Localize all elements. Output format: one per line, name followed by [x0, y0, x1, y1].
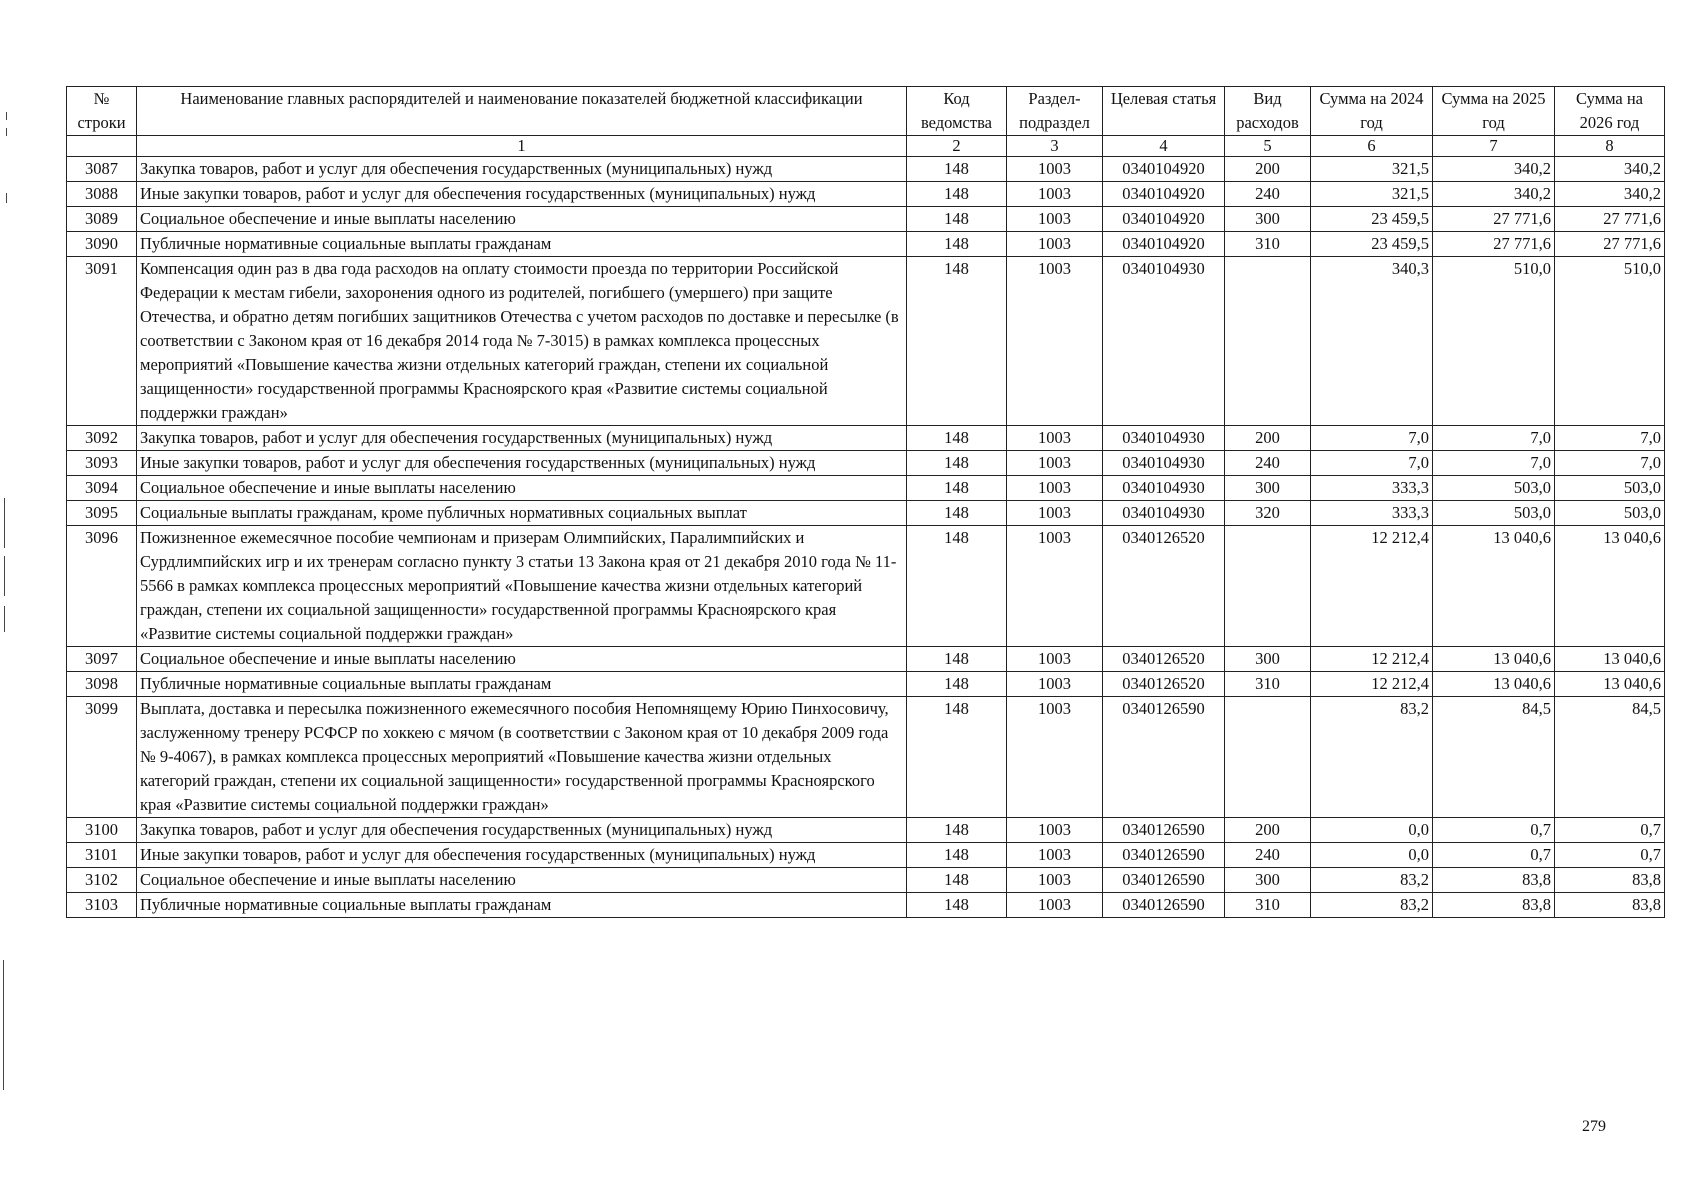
- table-row: [67, 697, 1665, 818]
- sum-2024: 333,3: [1311, 476, 1433, 501]
- table-row: [67, 426, 1665, 451]
- sum-2024: 0,0: [1311, 818, 1433, 843]
- sum-2024: 321,5: [1311, 157, 1433, 182]
- sum-2024: 12 212,4: [1311, 526, 1433, 647]
- sum-2024: 12 212,4: [1311, 647, 1433, 672]
- dept-code: 148: [907, 893, 1007, 918]
- table-row: [67, 207, 1665, 232]
- target-article: 0340104920: [1103, 207, 1225, 232]
- sum-2025: 83,8: [1433, 868, 1555, 893]
- scan-mark: [3, 960, 4, 1090]
- sum-2026: 503,0: [1555, 476, 1665, 501]
- target-article: 0340104920: [1103, 157, 1225, 182]
- sum-2025: 0,7: [1433, 818, 1555, 843]
- sum-2025: 13 040,6: [1433, 672, 1555, 697]
- scan-mark: [4, 498, 5, 548]
- table-row: [67, 672, 1665, 697]
- target-article: 0340126590: [1103, 893, 1225, 918]
- scan-mark: [6, 128, 7, 136]
- sum-2024: 321,5: [1311, 182, 1433, 207]
- column-number: 3: [1007, 136, 1103, 157]
- header-target: Целевая статья: [1103, 87, 1225, 136]
- dept-code: 148: [907, 257, 1007, 426]
- row-number: 3095: [67, 501, 137, 526]
- sum-2025: 27 771,6: [1433, 232, 1555, 257]
- column-number: 5: [1225, 136, 1311, 157]
- row-number: 3090: [67, 232, 137, 257]
- budget-table: [66, 86, 1665, 918]
- expense-type: 240: [1225, 451, 1311, 476]
- sum-2025: 7,0: [1433, 451, 1555, 476]
- row-number: 3087: [67, 157, 137, 182]
- sum-2025: 13 040,6: [1433, 526, 1555, 647]
- scan-mark: [4, 556, 5, 596]
- expense-type: [1225, 697, 1311, 818]
- sum-2024: 83,2: [1311, 697, 1433, 818]
- dept-code: 148: [907, 182, 1007, 207]
- dept-code: 148: [907, 647, 1007, 672]
- row-number: 3092: [67, 426, 137, 451]
- target-article: 0340104930: [1103, 476, 1225, 501]
- dept-code: 148: [907, 526, 1007, 647]
- section-code: 1003: [1007, 526, 1103, 647]
- row-name: Закупка товаров, работ и услуг для обеспечения государственных (муниципальных) нужд: [137, 157, 907, 182]
- expense-type: 310: [1225, 232, 1311, 257]
- target-article: 0340104920: [1103, 232, 1225, 257]
- section-code: 1003: [1007, 207, 1103, 232]
- column-number: 4: [1103, 136, 1225, 157]
- dept-code: 148: [907, 818, 1007, 843]
- row-number: 3088: [67, 182, 137, 207]
- dept-code: 148: [907, 232, 1007, 257]
- dept-code: 148: [907, 476, 1007, 501]
- column-numbers-row: [67, 136, 1665, 157]
- sum-2026: 0,7: [1555, 818, 1665, 843]
- header-name: Наименование главных распорядителей и наименование показателей бюджетной классификации: [137, 87, 907, 136]
- sum-2026: 7,0: [1555, 426, 1665, 451]
- scan-mark: [6, 112, 7, 120]
- sum-2026: 13 040,6: [1555, 526, 1665, 647]
- table-row: [67, 893, 1665, 918]
- row-name: Выплата, доставка и пересылка пожизненного ежемесячного пособия Непомнящему Юрию Пинхосовичу, заслуженному тренеру РСФСР по хоккею с мячом (в соответствии с Законом края от 10 декабря 2009 года № 9-4067), в рамках комплекса процессных мероприятий «Повышение качества жизни отдельных категорий граждан, степени их социальной защищенности» государственной программы Красноярского края «Развитие системы социальной поддержки граждан»: [137, 697, 907, 818]
- row-number: 3099: [67, 697, 137, 818]
- table-row: [67, 647, 1665, 672]
- target-article: 0340126590: [1103, 818, 1225, 843]
- expense-type: 200: [1225, 426, 1311, 451]
- header-sum-2025: Сумма на 2025 год: [1433, 87, 1555, 136]
- column-number: [67, 136, 137, 157]
- sum-2026: 13 040,6: [1555, 672, 1665, 697]
- section-code: 1003: [1007, 697, 1103, 818]
- row-number: 3103: [67, 893, 137, 918]
- sum-2024: 83,2: [1311, 893, 1433, 918]
- row-number: 3097: [67, 647, 137, 672]
- column-number: 7: [1433, 136, 1555, 157]
- row-number: 3101: [67, 843, 137, 868]
- sum-2024: 7,0: [1311, 426, 1433, 451]
- row-number: 3100: [67, 818, 137, 843]
- row-name: Публичные нормативные социальные выплаты гражданам: [137, 672, 907, 697]
- dept-code: 148: [907, 207, 1007, 232]
- section-code: 1003: [1007, 818, 1103, 843]
- table-row: [67, 451, 1665, 476]
- target-article: 0340126590: [1103, 843, 1225, 868]
- row-number: 3102: [67, 868, 137, 893]
- column-number: 1: [137, 136, 907, 157]
- table-row: [67, 182, 1665, 207]
- sum-2024: 23 459,5: [1311, 207, 1433, 232]
- sum-2026: 27 771,6: [1555, 232, 1665, 257]
- row-name: Публичные нормативные социальные выплаты гражданам: [137, 232, 907, 257]
- section-code: 1003: [1007, 157, 1103, 182]
- dept-code: 148: [907, 672, 1007, 697]
- row-name: Социальное обеспечение и иные выплаты населению: [137, 647, 907, 672]
- expense-type: [1225, 526, 1311, 647]
- section-code: 1003: [1007, 182, 1103, 207]
- expense-type: 310: [1225, 893, 1311, 918]
- table-row: [67, 257, 1665, 426]
- sum-2026: 340,2: [1555, 157, 1665, 182]
- target-article: 0340104930: [1103, 451, 1225, 476]
- dept-code: 148: [907, 501, 1007, 526]
- sum-2026: 7,0: [1555, 451, 1665, 476]
- section-code: 1003: [1007, 232, 1103, 257]
- table-row: [67, 868, 1665, 893]
- row-number: 3089: [67, 207, 137, 232]
- sum-2024: 7,0: [1311, 451, 1433, 476]
- table-body: [67, 157, 1665, 918]
- row-name: Иные закупки товаров, работ и услуг для обеспечения государственных (муниципальных) нужд: [137, 451, 907, 476]
- sum-2025: 84,5: [1433, 697, 1555, 818]
- sum-2025: 503,0: [1433, 476, 1555, 501]
- scan-mark: [6, 193, 7, 203]
- expense-type: 240: [1225, 843, 1311, 868]
- table-row: [67, 818, 1665, 843]
- table-row: [67, 501, 1665, 526]
- row-number: 3091: [67, 257, 137, 426]
- table-row: [67, 232, 1665, 257]
- sum-2024: 0,0: [1311, 843, 1433, 868]
- row-number: 3096: [67, 526, 137, 647]
- header-row: [67, 87, 1665, 136]
- page-number: 279: [1582, 1118, 1606, 1135]
- expense-type: 200: [1225, 157, 1311, 182]
- section-code: 1003: [1007, 672, 1103, 697]
- header-sum-2026: Сумма на 2026 год: [1555, 87, 1665, 136]
- header-section: Раздел-подраздел: [1007, 87, 1103, 136]
- sum-2026: 83,8: [1555, 868, 1665, 893]
- expense-type: 300: [1225, 207, 1311, 232]
- sum-2024: 12 212,4: [1311, 672, 1433, 697]
- section-code: 1003: [1007, 843, 1103, 868]
- section-code: 1003: [1007, 501, 1103, 526]
- target-article: 0340126520: [1103, 672, 1225, 697]
- row-name: Компенсация один раз в два года расходов на оплату стоимости проезда по территории Российской Федерации к местам гибели, захоронения одного из родителей, погибшего (умершего) при защите Отечества, и обратно детям погибших защитников Отечества с учетом расходов по доставке и пересылке (в соответствии с Законом края от 16 декабря 2014 года № 7-3015) в рамках комплекса процессных мероприятий «Повышение качества жизни отдельных категорий граждан, степени их социальной защищенности» государственной программы Красноярского края «Развитие системы социальной поддержки граждан»: [137, 257, 907, 426]
- table-row: [67, 157, 1665, 182]
- row-number: 3093: [67, 451, 137, 476]
- target-article: 0340126590: [1103, 697, 1225, 818]
- sum-2026: 510,0: [1555, 257, 1665, 426]
- sum-2025: 340,2: [1433, 182, 1555, 207]
- sum-2026: 84,5: [1555, 697, 1665, 818]
- row-name: Иные закупки товаров, работ и услуг для обеспечения государственных (муниципальных) нужд: [137, 182, 907, 207]
- dept-code: 148: [907, 868, 1007, 893]
- target-article: 0340104930: [1103, 426, 1225, 451]
- row-name: Закупка товаров, работ и услуг для обеспечения государственных (муниципальных) нужд: [137, 426, 907, 451]
- column-number: 6: [1311, 136, 1433, 157]
- header-sum-2024: Сумма на 2024 год: [1311, 87, 1433, 136]
- expense-type: 300: [1225, 647, 1311, 672]
- table-row: [67, 526, 1665, 647]
- expense-type: [1225, 257, 1311, 426]
- expense-type: 200: [1225, 818, 1311, 843]
- section-code: 1003: [1007, 647, 1103, 672]
- expense-type: 300: [1225, 868, 1311, 893]
- row-name: Социальное обеспечение и иные выплаты населению: [137, 476, 907, 501]
- dept-code: 148: [907, 451, 1007, 476]
- row-name: Иные закупки товаров, работ и услуг для обеспечения государственных (муниципальных) нужд: [137, 843, 907, 868]
- sum-2025: 13 040,6: [1433, 647, 1555, 672]
- sum-2026: 27 771,6: [1555, 207, 1665, 232]
- row-number: 3094: [67, 476, 137, 501]
- target-article: 0340126520: [1103, 526, 1225, 647]
- expense-type: 310: [1225, 672, 1311, 697]
- sum-2024: 333,3: [1311, 501, 1433, 526]
- header-dept: Код ведомства: [907, 87, 1007, 136]
- dept-code: 148: [907, 426, 1007, 451]
- row-name: Социальные выплаты гражданам, кроме публичных нормативных социальных выплат: [137, 501, 907, 526]
- table-row: [67, 843, 1665, 868]
- expense-type: 320: [1225, 501, 1311, 526]
- sum-2025: 0,7: [1433, 843, 1555, 868]
- table-row: [67, 476, 1665, 501]
- target-article: 0340126590: [1103, 868, 1225, 893]
- row-name: Социальное обеспечение и иные выплаты населению: [137, 207, 907, 232]
- sum-2025: 7,0: [1433, 426, 1555, 451]
- dept-code: 148: [907, 697, 1007, 818]
- section-code: 1003: [1007, 868, 1103, 893]
- row-name: Пожизненное ежемесячное пособие чемпионам и призерам Олимпийских, Паралимпийских и Сурдлимпийских игр и их тренерам согласно пункту 3 статьи 13 Закона края от 21 декабря 2010 года № 11-5566 в рамках комплекса процессных мероприятий «Повышение качества жизни отдельных категорий граждан, степени их социальной защищенности» государственной программы Красноярского края «Развитие системы социальной поддержки граждан»: [137, 526, 907, 647]
- sum-2025: 510,0: [1433, 257, 1555, 426]
- target-article: 0340104920: [1103, 182, 1225, 207]
- column-number: 2: [907, 136, 1007, 157]
- sum-2026: 0,7: [1555, 843, 1665, 868]
- row-number: 3098: [67, 672, 137, 697]
- expense-type: 300: [1225, 476, 1311, 501]
- header-row-no: № строки: [67, 87, 137, 136]
- sum-2026: 503,0: [1555, 501, 1665, 526]
- section-code: 1003: [1007, 893, 1103, 918]
- expense-type: 240: [1225, 182, 1311, 207]
- target-article: 0340104930: [1103, 257, 1225, 426]
- section-code: 1003: [1007, 476, 1103, 501]
- dept-code: 148: [907, 157, 1007, 182]
- sum-2026: 340,2: [1555, 182, 1665, 207]
- header-exp-type: Вид расходов: [1225, 87, 1311, 136]
- sum-2025: 503,0: [1433, 501, 1555, 526]
- sum-2024: 340,3: [1311, 257, 1433, 426]
- column-number: 8: [1555, 136, 1665, 157]
- sum-2025: 27 771,6: [1433, 207, 1555, 232]
- section-code: 1003: [1007, 426, 1103, 451]
- sum-2025: 340,2: [1433, 157, 1555, 182]
- sum-2026: 13 040,6: [1555, 647, 1665, 672]
- row-name: Публичные нормативные социальные выплаты гражданам: [137, 893, 907, 918]
- target-article: 0340104930: [1103, 501, 1225, 526]
- sum-2024: 23 459,5: [1311, 232, 1433, 257]
- section-code: 1003: [1007, 257, 1103, 426]
- section-code: 1003: [1007, 451, 1103, 476]
- sum-2025: 83,8: [1433, 893, 1555, 918]
- table-header: [67, 87, 1665, 157]
- target-article: 0340126520: [1103, 647, 1225, 672]
- row-name: Социальное обеспечение и иные выплаты населению: [137, 868, 907, 893]
- scan-mark: [4, 606, 5, 632]
- sum-2026: 83,8: [1555, 893, 1665, 918]
- sum-2024: 83,2: [1311, 868, 1433, 893]
- dept-code: 148: [907, 843, 1007, 868]
- row-name: Закупка товаров, работ и услуг для обеспечения государственных (муниципальных) нужд: [137, 818, 907, 843]
